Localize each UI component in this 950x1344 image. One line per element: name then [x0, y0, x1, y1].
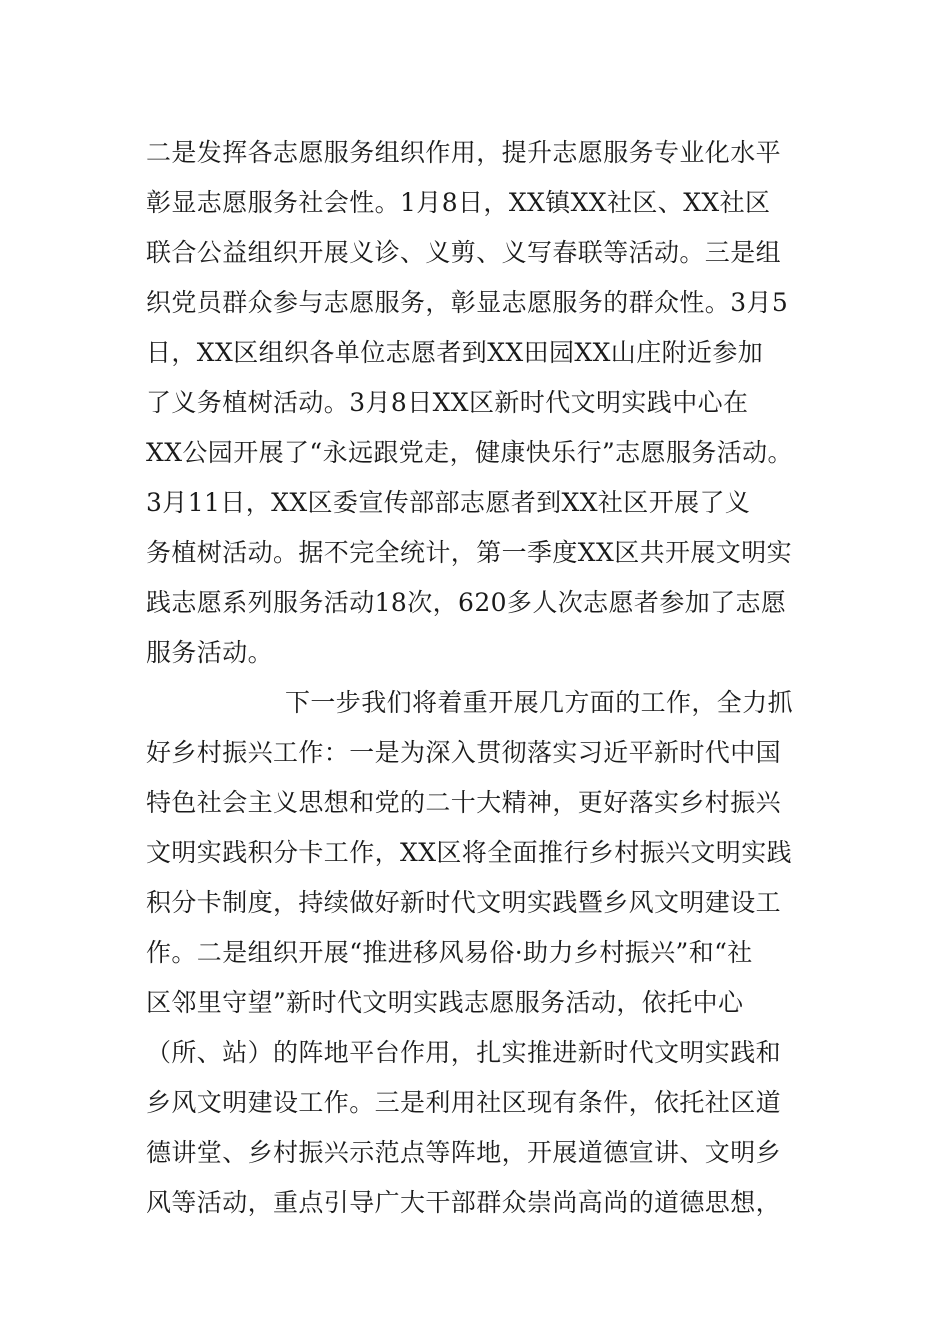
text-line: 乡风文明建设工作。三是利用社区现有条件，依托社区道	[146, 1088, 782, 1117]
text-line: （所、站）的阵地平台作用，扎实推进新时代文明实践和	[146, 1038, 782, 1067]
text-line: 二是发挥各志愿服务组织作用，提升志愿服务专业化水平	[146, 138, 782, 167]
text-line: 积分卡制度，持续做好新时代文明实践暨乡风文明建设工	[146, 888, 782, 917]
text-line: 风等活动，重点引导广大干部群众崇尚高尚的道德思想，	[146, 1188, 782, 1217]
text-line: 联合公益组织开展义诊、义剪、义写春联等活动。三是组	[146, 238, 782, 267]
text-line: 日，XX区组织各单位志愿者到XX田园XX山庄附近参加	[146, 338, 764, 367]
paragraph-first-line: 下一步我们将着重开展几方面的工作，全力抓	[285, 688, 794, 717]
text-line: 好乡村振兴工作：一是为深入贯彻落实习近平新时代中国	[146, 738, 782, 767]
text-line: 织党员群众参与志愿服务，彰显志愿服务的群众性。3月5	[146, 288, 789, 317]
text-line: 了义务植树活动。3月8日XX区新时代文明实践中心在	[146, 388, 749, 417]
text-line: 3月11日，XX区委宣传部部志愿者到XX社区开展了义	[146, 488, 751, 517]
text-line: 作。二是组织开展“推进移风易俗·助力乡村振兴”和“社	[146, 938, 753, 967]
text-line: 彰显志愿服务社会性。1月8日，XX镇XX社区、XX社区	[146, 188, 771, 217]
text-line: 践志愿系列服务活动18次，620多人次志愿者参加了志愿	[146, 588, 787, 617]
text-line: 德讲堂、乡村振兴示范点等阵地，开展道德宣讲、文明乡	[146, 1138, 782, 1167]
text-line: 区邻里守望”新时代文明实践志愿服务活动，依托中心	[146, 988, 744, 1017]
text-line: 务植树活动。据不完全统计，第一季度XX区共开展文明实	[146, 538, 792, 567]
text-line: 特色社会主义思想和党的二十大精神，更好落实乡村振兴	[146, 788, 782, 817]
text-line: XX公园开展了“永远跟党走，健康快乐行”志愿服务活动。	[146, 438, 793, 467]
text-line: 文明实践积分卡工作，XX区将全面推行乡村振兴文明实践	[146, 838, 792, 867]
text-line: 服务活动。	[146, 638, 274, 667]
